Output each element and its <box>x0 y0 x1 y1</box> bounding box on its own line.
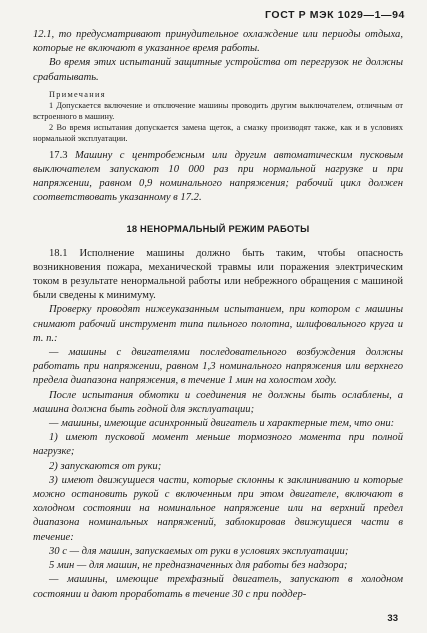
page-number: 33 <box>387 613 398 624</box>
paragraph-overload-protection: Во время этих испытаний защитные устройства от перегрузок не должны срабатывать. <box>33 57 403 83</box>
document-header: ГОСТ Р МЭК 1029—1—94 <box>265 9 405 21</box>
paragraph-continuation: 12.1, то предусматривают принудительное охлаждение или периоды отдыха, которые не включают в указанное время работы. <box>33 29 403 55</box>
notes-title: Примечания <box>49 89 106 99</box>
clause-number: 17.3 <box>49 149 68 161</box>
list-item-1: 1) имеют пусковой момент меньше тормозного момента при полной нагрузке; <box>33 432 403 458</box>
paragraph-18-1: 18.1 Исполнение машины должно быть таким, чтобы опасность возникновения пожара, механической травмы или поражения электрическим током в результате ненормальной работы или небрежного обращения с машиной были сведены к минимуму. <box>33 247 403 302</box>
time-5min: 5 мин — для машин, не предназначенных для работы без надзора; <box>49 560 348 572</box>
paragraph-series-motors: — машины с двигателями последовательного возбуждения должны работать при напряжении, равном 1,3 номинального напряжения или верхнего предела диапазона напряжения, в течение 1 мин на холостом ходу. <box>33 347 403 387</box>
paragraph-after-test: После испытания обмотки и соединения не должны быть ослаблены, а машина должна быть годной для эксплуатации; <box>33 389 403 415</box>
paragraph-async-motors: — машины, имеющие асинхронный двигатель и характерные тем, что они: <box>49 418 395 430</box>
paragraph-17-3 <box>33 149 403 206</box>
time-30s: 30 с — для машин, запускаемых от руки в условиях эксплуатации; <box>49 545 349 557</box>
section-heading: 18 НЕНОРМАЛЬНЫЙ РЕЖИМ РАБОТЫ <box>126 223 310 234</box>
note-1: 1 Допускается включение и отключение машины проводить другим выключателем, отличным от встроенного в машину. <box>33 100 403 121</box>
note-2: 2 Во время испытания допускается замена щеток, а смазку производят также, как и в условиях нормальной эксплуатации. <box>33 122 403 143</box>
list-item-2: 2) запускаются от руки; <box>49 460 162 472</box>
clause-text: Машину с центробежным или другим автоматическим пусковым выключателем запускают 10 000 раз при нормальной нагрузке и при напряжении, равном 0,9 номинального напряжения; рабочий цикл должен соответствовать указанному в 17.2. <box>33 149 403 204</box>
paragraph-check: Проверку проводят нижеуказанным испытанием, при котором с машины снимают рабочий инструмент типа пильного полотна, шлифовального круга и т. п.: <box>33 304 403 344</box>
page-content <box>33 28 403 602</box>
list-item-3: 3) имеют движущиеся части, которые склонны к заклиниванию и которые можно остановить рукой с включенным при этом двигателе, включают в холодном состоянии на номинальное напряжение или на верхний предел диапазона номинальных напряжений, заблокировав движущиеся части в течение: <box>33 474 403 543</box>
paragraph-three-phase: — машины, имеющие трехфазный двигатель, запускают в холодном состоянии и дают проработать в течение 30 с при поддер- <box>33 574 403 600</box>
